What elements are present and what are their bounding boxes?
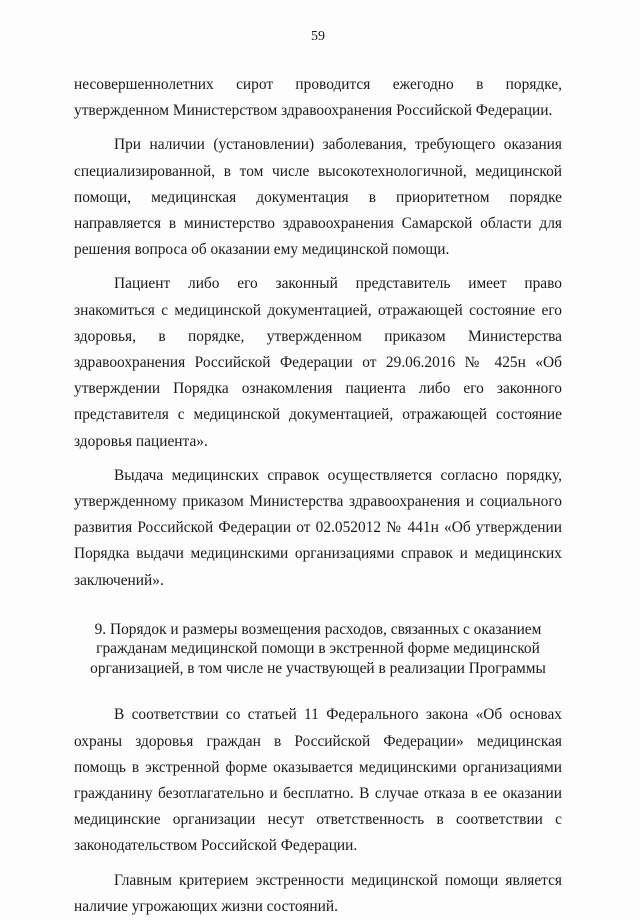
section-heading [74,620,562,679]
paragraph-continuation: несовершеннолетних сирот проводится ежегодно в порядке, утвержденном Министерством здравоохранения Российской Федерации. [74,76,562,120]
paragraph-emergency-care-law: В соответствии со статьей 11 Федерального закона «Об основах охраны здоровья граждан в Российской Федерации» медицинская помощь в экстренной форме оказывается медицинскими организациями гражданину безотлагательно и бесплатно. В случае отказа в ее оказании медицинские организации несут ответственность в соответствии с законодательством Российской Федерации. [74,706,562,855]
section-heading-line: гражданам медицинской помощи в экстренной форме медицинской [96,640,540,658]
page-number: 59 [311,29,325,44]
section-heading-line: организацией, в том числе не участвующей в реализации Программы [90,659,546,677]
paragraph-emergency-criterion: Главным критерием экстренности медицинской помощи является наличие угрожающих жизни состояний. [74,871,562,915]
paragraph-medical-records-access: Пациент либо его законный представитель имеет право знакомиться с медицинской документацией, отражающей состояние его здоровья, в порядке, утвержденном приказом Министерства здравоохранения Российской Федерации от 29.06.2016 № 425н «Об утверждении Порядка ознакомления пациента либо его законного представителя с медицинской документацией, отражающей состояние здоровья пациента». [74,275,562,450]
paragraph-medical-certificates: Выдача медицинских справок осуществляется согласно порядку, утвержденному приказом Министерства здравоохранения и социального развития Российской Федерации от 02.052012 № 441н «Об утверждении Порядка выдачи медицинскими организациями справок и медицинских заключений». [74,466,562,589]
section-heading-line: 9. Порядок и размеры возмещения расходов, связанных с оказанием [94,620,542,638]
paragraph-specialized-care: При наличии (установлении) заболевания, требующего оказания специализированной, в том числе высокотехнологичной, медицинской помощи, медицинская документация в приоритетном порядке направляется в министерство здравоохранения Самарской области для решения вопроса об оказании ему медицинской помощи. [74,136,562,259]
